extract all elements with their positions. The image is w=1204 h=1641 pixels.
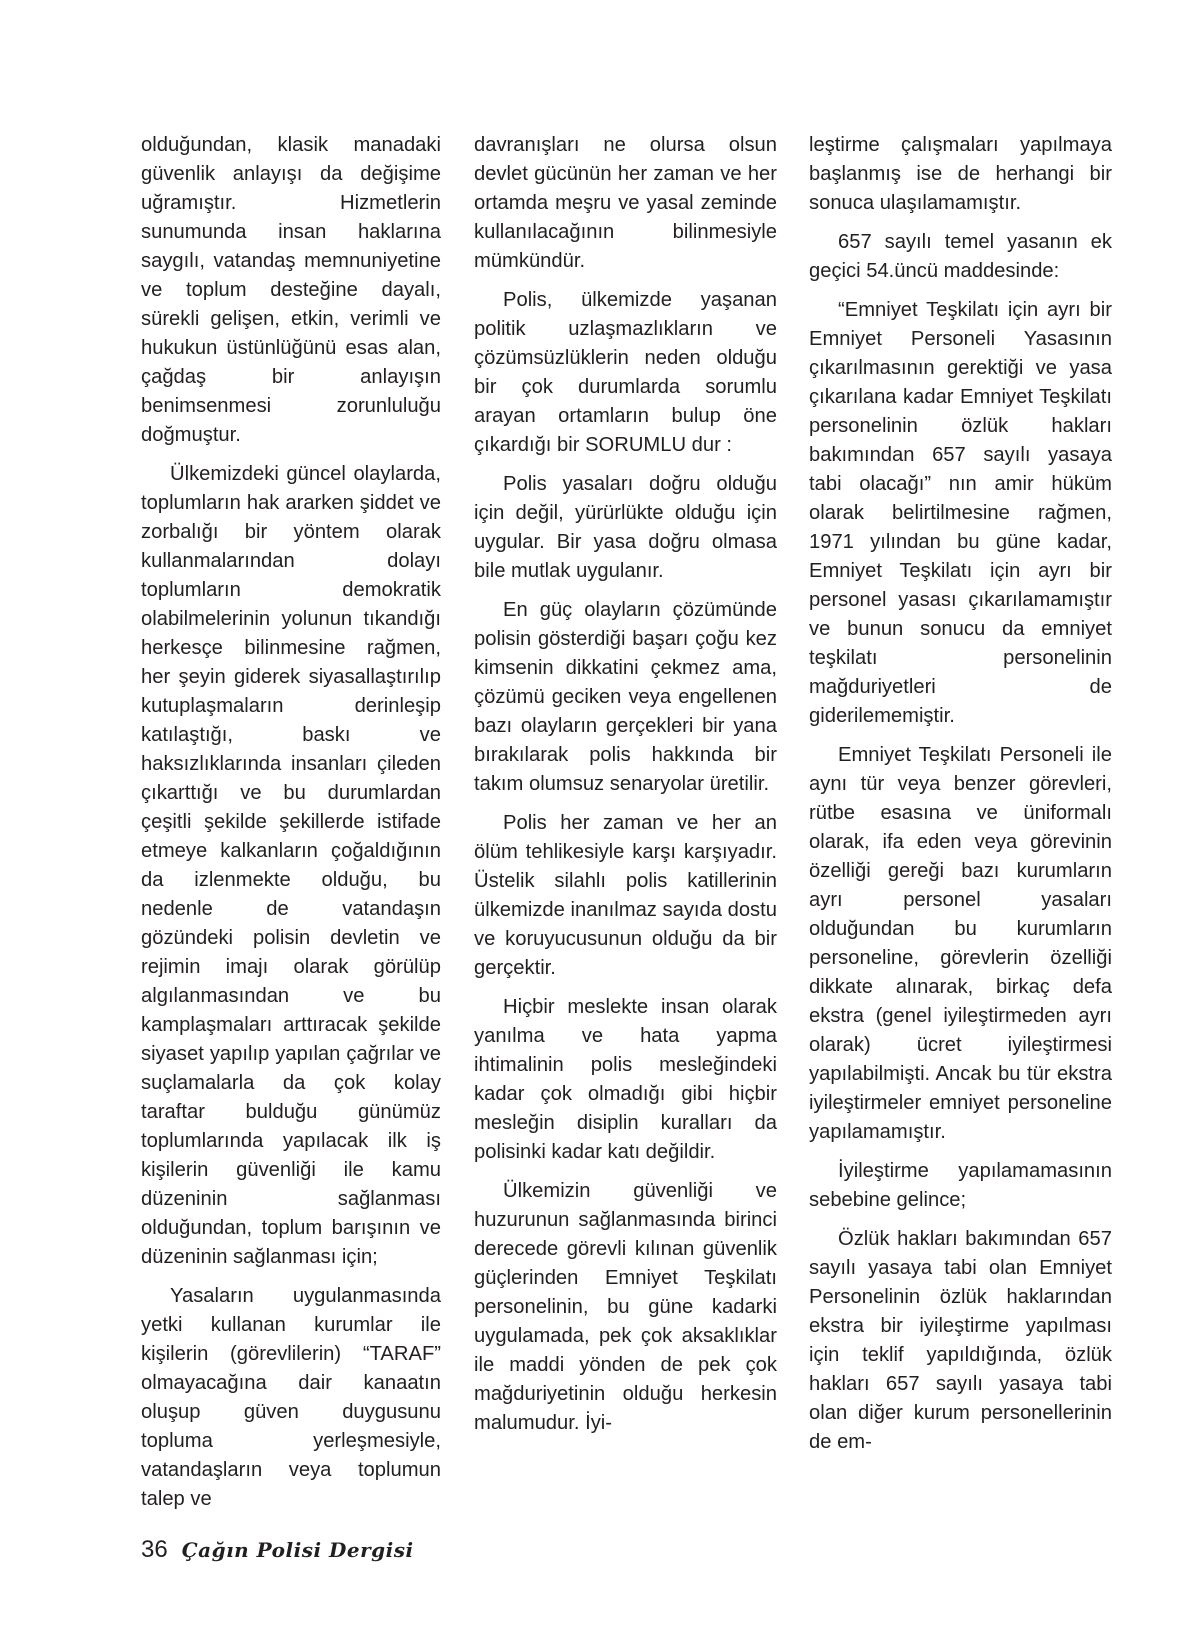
paragraph: En güç olayların çözümünde polisin gösterdiği başarı çoğu kez kimsenin dikkatini çekmez ama, çözümü geciken veya engellenen bazı olayların gerçekleri bir yana bırakılarak polis hakkında bir takım olumsuz senaryolar üretilir. xyxy=(474,599,777,795)
text-column-3 xyxy=(809,131,1112,1467)
paragraph: Ülkemizin güvenliği ve huzurunun sağlanmasında birinci derecede görevli kılınan güvenlik güçlerinden Emniyet Teşkilatı personelinin, bu güne kadarki uygulamada, pek çok aksaklıklar ile maddi yönden de pek çok mağduriyetinin olduğu herkesin malumudur. İyi- xyxy=(474,1180,777,1434)
page-footer xyxy=(141,1530,414,1570)
paragraph: Ülkemizdeki güncel olaylarda, toplumların hak ararken şiddet ve zorbalığı bir yöntem olarak kullanmalarından dolayı toplumların demokratik olabilmelerinin yolunun tıkandığı herkesçe bilinmesine rağmen, her şeyin giderek siyasallaştırılıp kutuplaşmaların derinleşip katılaştığı, baskı ve haksızlıklarında insanları çileden çıkarttığı ve bu durumlardan çeşitli şekilde şekillerde istifade etmeye kalkanların çoğaldığının da izlenmekte olduğu, bu nedenle de vatandaşın gözündeki polisin devletin ve rejimin imajı olarak görülüp algılanmasından ve bu kamplaşmaları arttıracak şekilde siyaset yapılıp yapılan çağrılar ve suçlamalarla da çok kolay taraftar bulduğu günümüz toplumlarında yapılacak ilk iş kişilerin güvenliği ile kamu düzeninin sağlanması olduğundan, toplum barışının ve düzeninin sağlanması için; xyxy=(141,463,441,1268)
paragraph: Yasaların uygulanmasında yetki kullanan kurumlar ile kişilerin (görevlilerin) “TARAF” olmayacağına dair kanaatın oluşup güven duygusunu topluma yerleşmesiyle, vatandaşların veya toplumun talep ve xyxy=(141,1285,441,1510)
paragraph: “Emniyet Teşkilatı için ayrı bir Emniyet Personeli Yasasının çıkarılmasının gerektiği ve yasa çıkarılana kadar Emniyet Teşkilatı personelinin özlük hakları bakımından 657 sayılı yasaya tabi olacağı” nın amir hüküm olarak belirtilmesine rağmen, 1971 yılından bu güne kadar, Emniyet Teşkilatı için ayrı bir personel yasası çıkarılamamıştır ve bunun sonucu da emniyet teşkilatı personelinin mağduriyetleri de giderilememiştir. xyxy=(809,299,1112,727)
text-column-1 xyxy=(141,131,441,1524)
paragraph: olduğundan, klasik manadaki güvenlik anlayışı da değişime uğramıştır. Hizmetlerin sunumunda insan haklarına saygılı, vatandaş memnuniyetine ve toplum desteğine dayalı, sürekli gelişen, etkin, verimli ve hukukun üstünlüğünü esas alan, çağdaş bir anlayışın benimsenmesi zorunluluğu doğmuştur. xyxy=(141,134,441,446)
paragraph: Polis yasaları doğru olduğu için değil, yürürlükte olduğu için uygular. Bir yasa doğru olmasa bile mutlak uygulanır. xyxy=(474,473,777,582)
paragraph: davranışları ne olursa olsun devlet gücünün her zaman ve her ortamda meşru ve yasal zeminde kullanılacağının bilinmesiyle mümkündür. xyxy=(474,134,777,272)
text-column-2 xyxy=(474,131,777,1448)
paragraph: İyileştirme yapılamamasının sebebine gelince; xyxy=(809,1160,1112,1211)
paragraph: Hiçbir meslekte insan olarak yanılma ve hata yapma ihtimalinin polis mesleğindeki kadar çok olmadığı gibi hiçbir mesleğin disiplin kuralları da polisinki kadar katı değildir. xyxy=(474,996,777,1163)
paragraph: Özlük hakları bakımından 657 sayılı yasaya tabi olan Emniyet Personelinin özlük haklarından ekstra bir iyileştirme yapılması için teklif yapıldığında, özlük hakları 657 sayılı yasaya tabi olan diğer kurum personellerinin de em- xyxy=(809,1228,1112,1453)
paragraph: Emniyet Teşkilatı Personeli ile aynı tür veya benzer görevleri, rütbe esasına ve üniformalı olarak, ifa eden veya görevinin özelliği gereği bazı kurumların ayrı personel yasaları olduğundan bu kurumların personeline, görevlerin özelliği dikkate alınarak, birkaç defa ekstra (genel iyileştirmeden ayrı olarak) ücret iyileştirmesi yapılabilmişti. Ancak bu tür ekstra iyileştirmeler emniyet personeline yapılamamıştır. xyxy=(809,744,1112,1143)
paragraph: leştirme çalışmaları yapılmaya başlanmış ise de herhangi bir sonuca ulaşılamamıştır. xyxy=(809,134,1112,214)
paragraph: Polis, ülkemizde yaşanan politik uzlaşmazlıkların ve çözümsüzlüklerin neden olduğu bir çok durumlarda sorumlu arayan ortamların bulup öne çıkardığı bir SORUMLU dur : xyxy=(474,289,777,456)
journal-title: Çağın Polisi Dergisi xyxy=(181,1538,414,1562)
page-number: 36 xyxy=(141,1536,168,1563)
paragraph: 657 sayılı temel yasanın ek geçici 54.üncü maddesinde: xyxy=(809,231,1112,282)
paragraph: Polis her zaman ve her an ölüm tehlikesiyle karşı karşıyadır. Üstelik silahlı polis katillerinin ülkemizde inanılmaz sayıda dostu ve koruyucusunun olduğu da bir gerçektir. xyxy=(474,812,777,979)
